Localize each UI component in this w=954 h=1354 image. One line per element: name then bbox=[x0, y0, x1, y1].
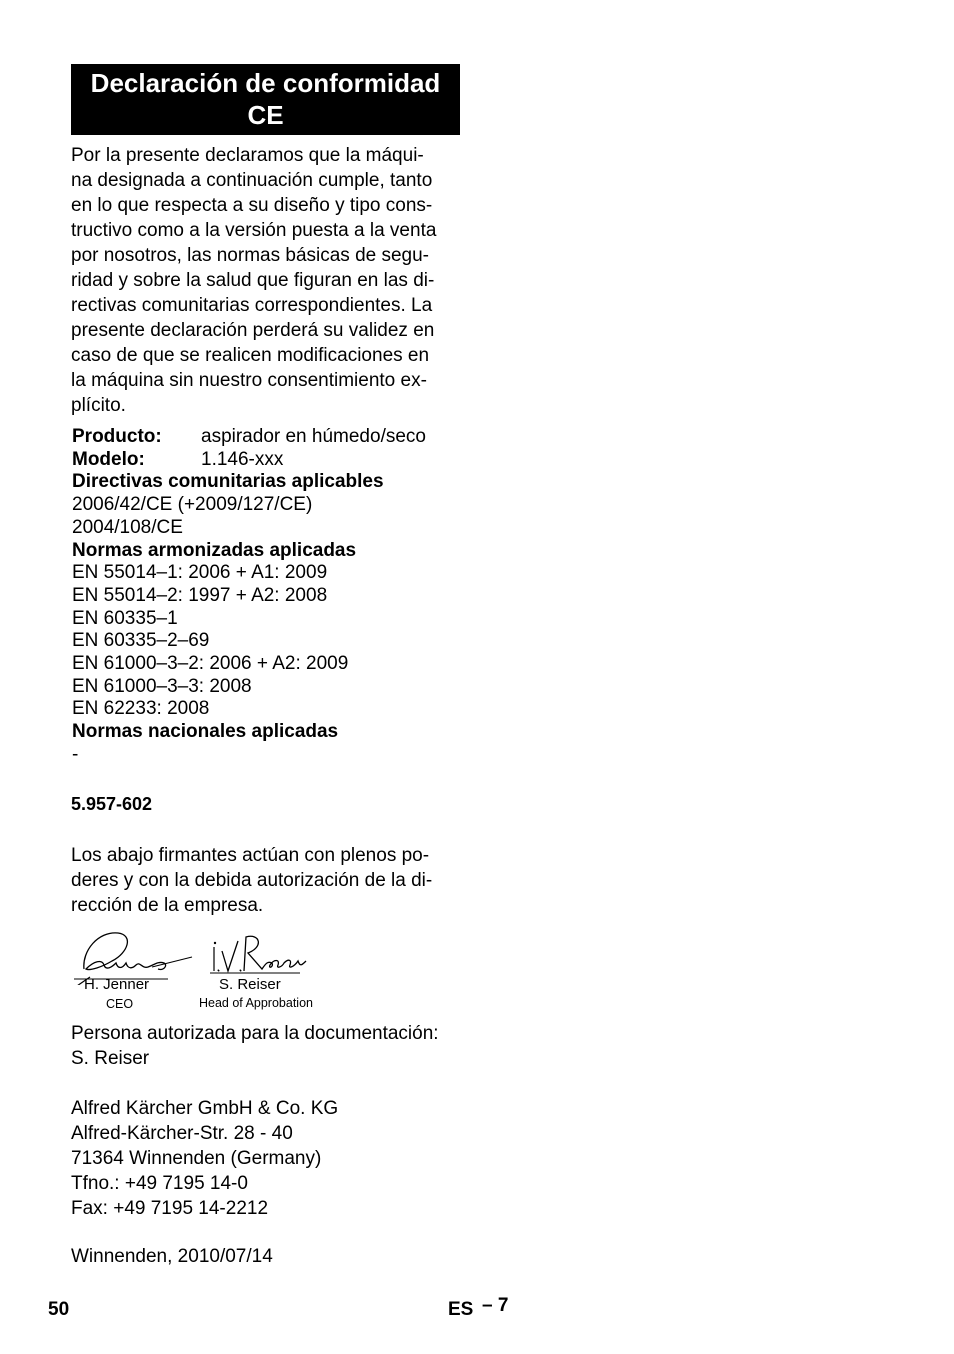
place-and-date: Winnenden, 2010/07/14 bbox=[71, 1246, 273, 1267]
intro-paragraph bbox=[71, 143, 460, 418]
page-title bbox=[71, 64, 460, 135]
intro-line: ridad y sobre la salud que figuran en las di- bbox=[71, 270, 435, 291]
authorized-label: Persona autorizada para la documentación: bbox=[71, 1023, 439, 1044]
intro-line: en lo que respecta a su diseño y tipo cons- bbox=[71, 195, 433, 216]
authorized-name: S. Reiser bbox=[71, 1048, 150, 1069]
intro-line: rectivas comunitarias correspondientes. La bbox=[71, 295, 433, 316]
address-line: Tfno.: +49 7195 14-0 bbox=[71, 1173, 248, 1194]
standard-item: EN 62233: 2008 bbox=[72, 698, 210, 720]
signers-line: deres y con la debida autorización de la di- bbox=[71, 870, 433, 891]
directive-item: 2004/108/CE bbox=[72, 516, 183, 538]
signers-statement bbox=[71, 843, 460, 918]
model-row bbox=[72, 449, 492, 472]
standard-item: EN 55014–2: 1997 + A2: 2008 bbox=[72, 584, 328, 606]
product-value: aspirador en húmedo/seco bbox=[201, 426, 426, 447]
standard-item: EN 55014–1: 2006 + A1: 2009 bbox=[72, 562, 328, 584]
model-value: 1.146-xxx bbox=[201, 448, 284, 470]
standard-item: EN 60335–1 bbox=[72, 607, 178, 629]
address-line: Alfred-Kärcher-Str. 28 - 40 bbox=[71, 1123, 293, 1144]
harmonized-standards-heading: Normas armonizadas aplicadas bbox=[72, 539, 357, 561]
intro-line: presente declaración perderá su validez en bbox=[71, 320, 435, 341]
signer-name-jenner: H. Jenner bbox=[84, 976, 150, 993]
directive-item: 2006/42/CE (+2009/127/CE) bbox=[72, 494, 313, 516]
product-specification bbox=[72, 426, 492, 767]
standard-item: EN 60335–2–69 bbox=[72, 630, 210, 652]
company-address bbox=[71, 1096, 338, 1221]
intro-line: plícito. bbox=[71, 395, 126, 416]
signer-name-reiser: S. Reiser bbox=[219, 976, 281, 993]
title-line-1: Declaración de conformidad bbox=[90, 68, 441, 98]
section-page-number: – 7 bbox=[482, 1295, 509, 1316]
signer-role-jenner: CEO bbox=[106, 997, 134, 1011]
intro-line: tructivo como a la versión puesta a la venta bbox=[71, 220, 437, 241]
authorized-person bbox=[71, 1021, 439, 1071]
model-label: Modelo: bbox=[72, 448, 145, 470]
directives-heading: Directivas comunitarias aplicables bbox=[72, 471, 384, 493]
signers-line: Los abajo firmantes actúan con plenos po- bbox=[71, 845, 430, 866]
intro-line: na designada a continuación cumple, tanto bbox=[71, 170, 433, 191]
national-standards-value: - bbox=[72, 743, 79, 765]
signer-role-reiser: Head of Approbation bbox=[199, 996, 313, 1010]
signature-block bbox=[68, 925, 338, 1015]
standard-item: EN 61000–3–2: 2006 + A2: 2009 bbox=[72, 653, 349, 675]
address-line: Alfred Kärcher GmbH & Co. KG bbox=[71, 1098, 339, 1119]
intro-line: caso de que se realicen modificaciones en bbox=[71, 345, 430, 366]
intro-line: por nosotros, las normas básicas de segu- bbox=[71, 245, 430, 266]
title-line-2: CE bbox=[247, 100, 284, 130]
intro-line: Por la presente declaramos que la máqui- bbox=[71, 145, 424, 166]
address-line: Fax: +49 7195 14-2212 bbox=[71, 1198, 269, 1219]
intro-line: la máquina sin nuestro consentimiento ex- bbox=[71, 370, 427, 391]
language-code: ES bbox=[448, 1299, 474, 1320]
product-row bbox=[72, 426, 492, 449]
address-line: 71364 Winnenden (Germany) bbox=[71, 1148, 322, 1169]
national-standards-heading: Normas nacionales aplicadas bbox=[72, 721, 339, 743]
standard-item: EN 61000–3–3: 2008 bbox=[72, 675, 252, 697]
product-label: Producto: bbox=[72, 426, 162, 447]
page-number: 50 bbox=[48, 1299, 70, 1320]
document-number: 5.957-602 bbox=[71, 794, 153, 814]
signers-line: rección de la empresa. bbox=[71, 895, 264, 916]
